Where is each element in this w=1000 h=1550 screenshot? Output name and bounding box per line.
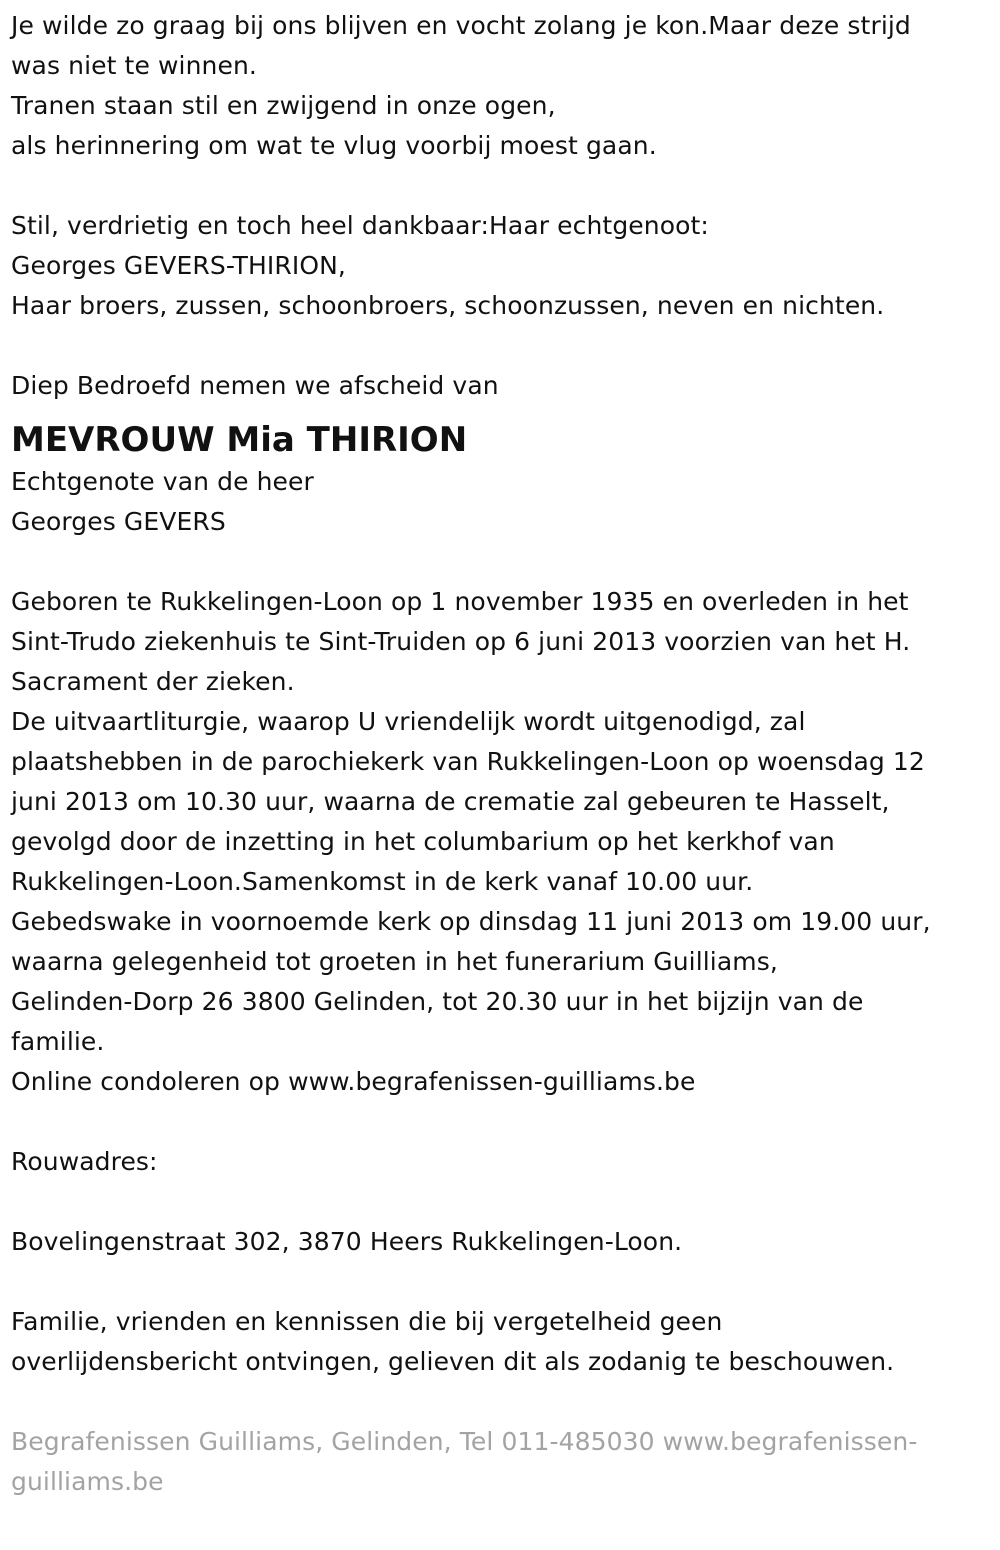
mourners-line: Haar broers, zussen, schoonbroers, schoonzussen, neven en nichten. <box>11 291 885 320</box>
details-line: Sacrament der zieken. <box>11 667 295 696</box>
details-line: Gelinden-Dorp 26 3800 Gelinden, tot 20.30 uur in het bijzijn van de <box>11 987 864 1016</box>
poem-line: Tranen staan stil en zwijgend in onze ogen, <box>11 91 556 120</box>
spacer <box>11 1182 988 1222</box>
notice-line: Familie, vrienden en kennissen die bij vergetelheid geen <box>11 1307 723 1336</box>
details-line: Rukkelingen-Loon.Samenkomst in de kerk vanaf 10.00 uur. <box>11 867 754 896</box>
details-line: juni 2013 om 10.30 uur, waarna de crematie zal gebeuren te Hasselt, <box>11 787 890 816</box>
details-line: Sint-Trudo ziekenhuis te Sint-Truiden op 6 juni 2013 voorzien van het H. <box>11 627 911 656</box>
spouse-line: Georges GEVERS <box>11 507 226 536</box>
poem-block <box>11 6 988 166</box>
notice-block <box>11 1302 988 1382</box>
spacer <box>11 166 988 206</box>
mourners-block <box>11 206 988 326</box>
details-line: waarna gelegenheid tot groeten in het funerarium Guilliams, <box>11 947 778 976</box>
spacer <box>11 1382 988 1422</box>
mourners-line: Stil, verdrietig en toch heel dankbaar:Haar echtgenoot: <box>11 211 709 240</box>
footer-line: guilliams.be <box>11 1467 164 1496</box>
rouwadres-label: Rouwadres: <box>11 1147 158 1176</box>
poem-line: als herinnering om wat te vlug voorbij moest gaan. <box>11 131 657 160</box>
details-line: gevolgd door de inzetting in het columbarium op het kerkhof van <box>11 827 835 856</box>
condolence-link-line: Online condoleren op www.begrafenissen-guilliams.be <box>11 1067 696 1096</box>
footer <box>11 1422 988 1502</box>
spouse-block <box>11 462 988 542</box>
details-line: De uitvaartliturgie, waarop U vriendelijk wordt uitgenodigd, zal <box>11 707 806 736</box>
spouse-line: Echtgenote van de heer <box>11 467 314 496</box>
details-line: Geboren te Rukkelingen-Loon op 1 november 1935 en overleden in het <box>11 587 909 616</box>
spacer <box>11 1102 988 1142</box>
details-line: plaatshebben in de parochiekerk van Rukkelingen-Loon op woensdag 12 <box>11 747 925 776</box>
notice-line: overlijdensbericht ontvingen, gelieven dit als zodanig te beschouwen. <box>11 1347 895 1376</box>
details-line: familie. <box>11 1027 105 1056</box>
spacer <box>11 1262 988 1302</box>
details-line: Gebedswake in voornoemde kerk op dinsdag 11 juni 2013 om 19.00 uur, <box>11 907 931 936</box>
details-block <box>11 582 988 1102</box>
poem-line: was niet te winnen. <box>11 51 257 80</box>
intro-text: Diep Bedroefd nemen we afscheid van <box>11 371 499 400</box>
rouwadres-address: Bovelingenstraat 302, 3870 Heers Rukkelingen-Loon. <box>11 1227 683 1256</box>
poem-line: Je wilde zo graag bij ons blijven en vocht zolang je kon.Maar deze strijd <box>11 11 911 40</box>
mourners-line: Georges GEVERS-THIRION, <box>11 251 346 280</box>
deceased-name: MEVROUW Mia THIRION <box>11 420 468 460</box>
spacer <box>11 542 988 582</box>
footer-line: Begrafenissen Guilliams, Gelinden, Tel 011-485030 www.begrafenissen- <box>11 1427 918 1456</box>
spacer <box>11 326 988 366</box>
